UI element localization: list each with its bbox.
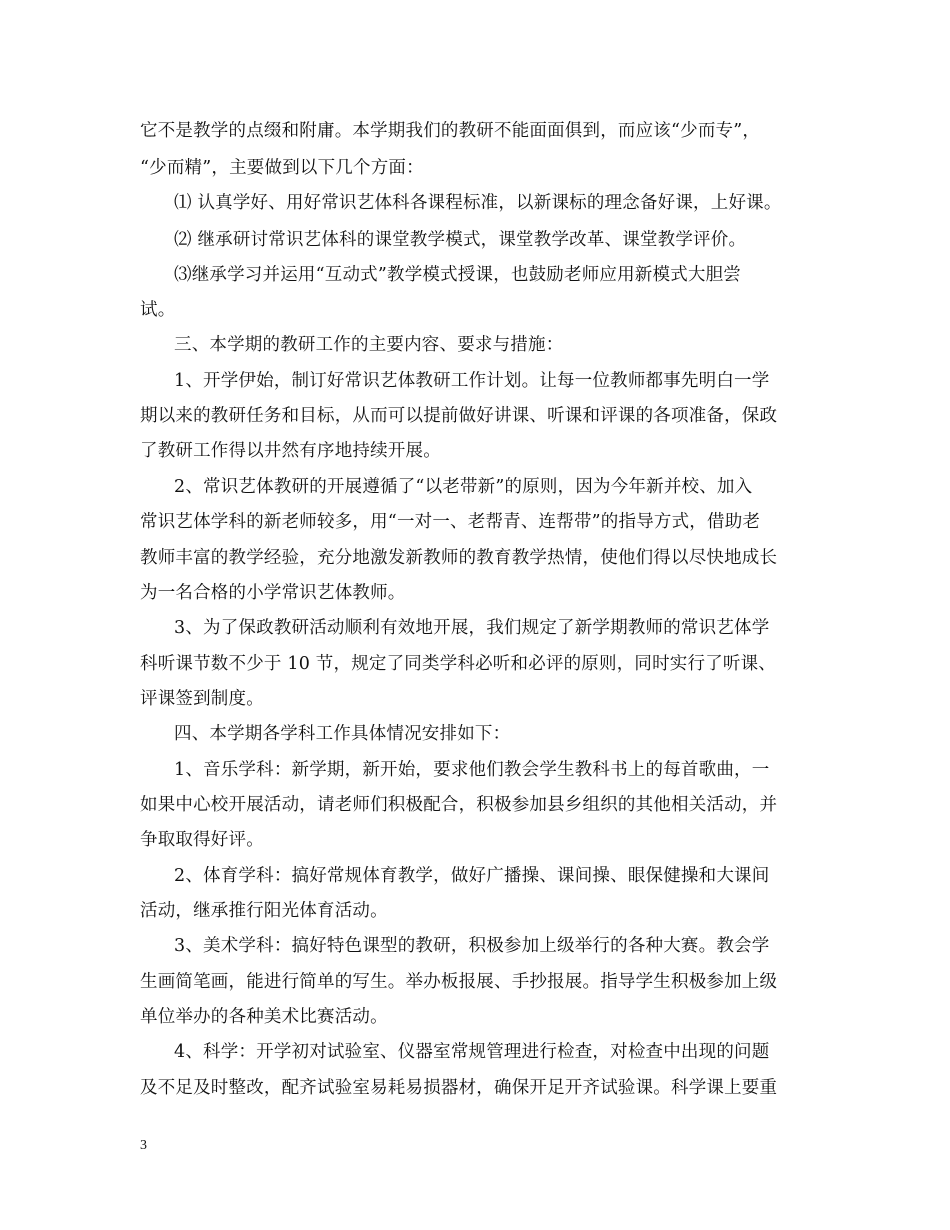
text-line: 1、开学伊始，制订好常识艺体教研工作计划。让每一位教师都事先明白一学 <box>174 371 770 391</box>
text-line: 单位举办的各种美术比赛活动。 <box>140 1007 388 1027</box>
text-line: 评课签到制度。 <box>140 689 264 709</box>
text-line: 2、常识艺体教研的开展遵循了“以老带新”的原则，因为今年新并校、加入 <box>174 477 753 497</box>
text-line: “少而精”，主要做到以下几个方面： <box>140 158 424 178</box>
text-line: 了教研工作得以井然有序地持续开展。 <box>140 441 441 461</box>
text-line: 试。 <box>140 300 176 320</box>
text-line: 为一名合格的小学常识艺体教师。 <box>140 583 406 603</box>
list-item: ⑵ 继承研讨常识艺体科的课堂教学模式，课堂教学改革、课堂教学评价。 <box>174 230 747 250</box>
text-line: 3、美术学科：搞好特色课型的教研，积极参加上级举行的各种大赛。教会学 <box>174 936 770 956</box>
text-line: 它不是教学的点缀和附庸。本学期我们的教研不能面面俱到，而应该“少而专”， <box>140 121 761 141</box>
section-heading: 三、本学期的教研工作的主要内容、要求与措施： <box>174 335 564 355</box>
text-line: 3、为了保政教研活动顺利有效地开展，我们规定了新学期教师的常识艺体学 <box>174 618 770 638</box>
list-item: ⑶继承学习并运用“互动式”教学模式授课，也鼓励老师应用新模式大胆尝 <box>174 265 741 285</box>
text-line: 教师丰富的教学经验，充分地激发新教师的教育教学热情，使他们得以尽快地成长 <box>140 548 778 568</box>
text-line: 4、科学：开学初对试验室、仪器室常规管理进行检查，对检查中出现的问题 <box>174 1042 770 1062</box>
text-line: 生画简笔画，能进行简单的写生。举办板报展、手抄报展。指导学生积极参加上级 <box>140 972 778 992</box>
text-line: 活动，继承推行阳光体育活动。 <box>140 901 388 921</box>
section-heading: 四、本学期各学科工作具体情况安排如下： <box>174 724 511 744</box>
list-item: ⑴ 认真学好、用好常识艺体科各课程标准，以新课标的理念备好课，上好课。 <box>174 193 782 213</box>
text-line: 如果中心校开展活动，请老师们积极配合，积极参加县乡组织的其他相关活动，并 <box>140 795 778 815</box>
text-line: 及不足及时整改，配齐试验室易耗易损器材，确保开足开齐试验课。科学课上要重 <box>140 1078 778 1098</box>
text-line: 科听课节数不少于 10 节，规定了同类学科必听和必评的原则，同时实行了听课、 <box>140 654 776 674</box>
text-line: 常识艺体学科的新老师较多，用“一对一、老帮青、连帮带”的指导方式，借助老 <box>140 512 761 532</box>
text-line: 争取取得好评。 <box>140 830 264 850</box>
text-line: 2、体育学科：搞好常规体育教学，做好广播操、课间操、眼保健操和大课间 <box>174 866 770 886</box>
text-line: 1、音乐学科：新学期，新开始，要求他们教会学生教科书上的每首歌曲，一 <box>174 760 770 780</box>
text-line: 期以来的教研任务和目标，从而可以提前做好讲课、听课和评课的各项准备，保政 <box>140 406 778 426</box>
page-number: 3 <box>140 1138 147 1153</box>
